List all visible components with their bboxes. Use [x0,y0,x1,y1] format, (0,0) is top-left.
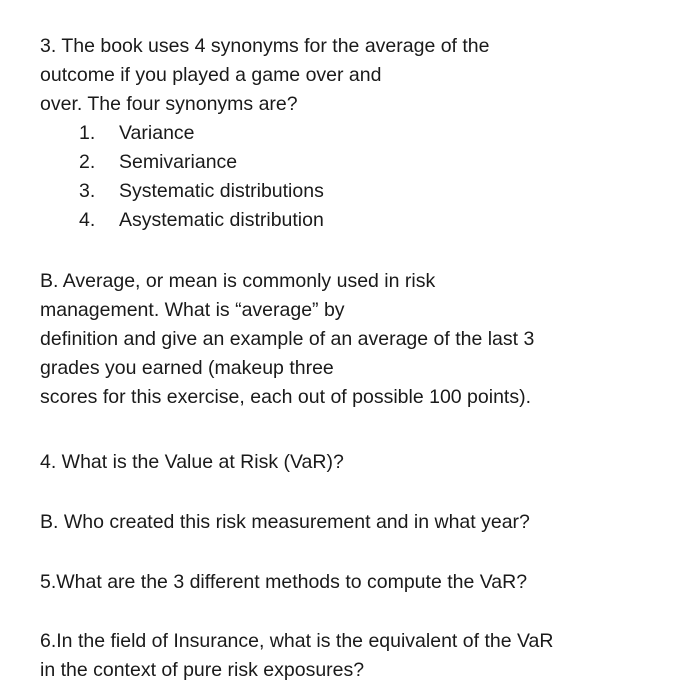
q3-option-text: Variance [119,122,195,144]
q3-option-text: Semivariance [119,151,238,173]
q5-text: 5.What are the 3 different methods to compute the VaR? [40,571,528,593]
q3-option-number: 3. [79,180,96,202]
q4-text: 4. What is the Value at Risk (VaR)? [40,451,344,473]
q3-option-1 [79,119,195,148]
q6-line-1: 6.In the field of Insurance, what is the equivalent of the VaR [40,630,554,652]
q3b-line-4: grades you earned (makeup three [40,357,334,379]
q3-option-3 [79,177,324,206]
q3-option-number: 4. [79,209,96,231]
q3b-line-1: B. Average, or mean is commonly used in risk [40,270,436,292]
q3-line-2: outcome if you played a game over and [40,64,382,86]
q3-option-text: Systematic distributions [119,180,324,202]
q3-line-1: 3. The book uses 4 synonyms for the average of the [40,35,490,57]
q3-option-number: 2. [79,151,96,173]
q3-option-2 [79,148,237,177]
q4b-text: B. Who created this risk measurement and in what year? [40,511,530,533]
q3-option-4 [79,206,324,235]
q3-option-number: 1. [79,122,96,144]
q6-line-2: in the context of pure risk exposures? [40,659,365,681]
q3-option-text: Asystematic distribution [119,209,324,231]
q3b-line-5: scores for this exercise, each out of possible 100 points). [40,386,532,408]
q3b-line-2: management. What is “average” by [40,299,345,321]
q3b-line-3: definition and give an example of an average of the last 3 [40,328,535,350]
q3-line-3: over. The four synonyms are? [40,93,298,115]
